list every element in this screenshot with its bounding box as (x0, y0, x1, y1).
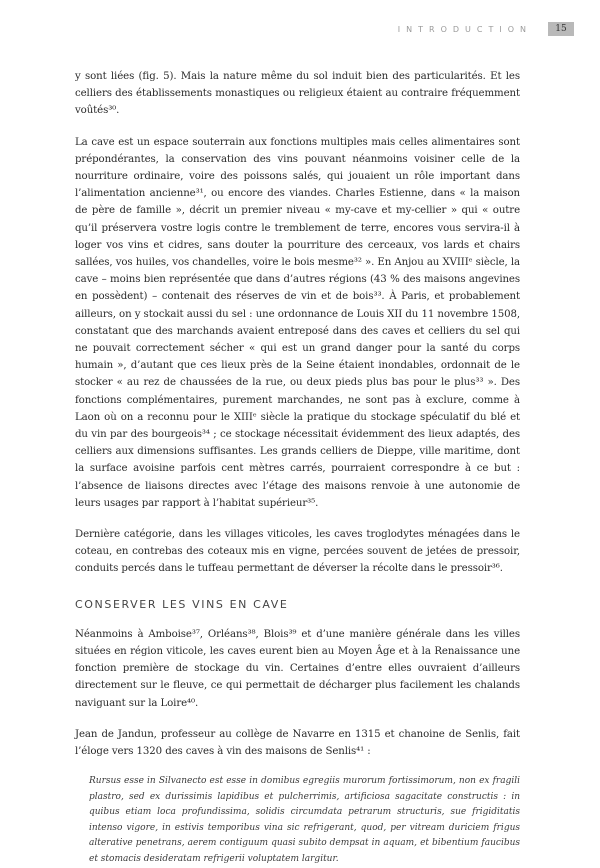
latin-quotation: Rursus esse in Silvanecto est esse in domibus egregiis murorum fortissimorum, non ex fragili plastro, sed ex durissimis lapidibus et pulcherrimis, artificiosa sagacitate constructis : in quibus etiam loca profundissima, solidis circumdata petrarum structuris, sue frigiditatis intenso vigore, in estivis temporibus vina sic refrigerant, quod, per vitream duriciem frigus alterative penetrans, aerem contiguum quasi subito dempsat in aquam, et bibentium faucibus et stomacis desideratam refrigerii voluptatem largitur. (89, 776, 520, 865)
section-heading: CONSERVER LES VINS EN CAVE (75, 597, 289, 611)
paragraph: La cave est un espace souterrain aux fonctions multiples mais celles alimentaires sont prépondérantes, la conservation des vins pouvant néanmoins voisiner celle de la nourriture ordinaire, voire des poissons salés, qui jouaient un rôle important dans l’alimentation ancienne³¹, ou encore des viandes. Charles Estienne, dans « la maison de père de famille », décrit un premier niveau « my-cave et my-cellier » qui « outre qu’il préservera vostre logis contre le tremblement de terre, encores vous servira-il à loger vos vins et cidres, sans douter la pourriture des cerceaux, vos lards et chairs sallées, vos huiles, vos chandelles, voire le bois mesme³² ». En Anjou au XVIIIᵉ siècle, la cave – moins bien représentée que dans d’autres régions (43 % des maisons angevines en possèdent) – contenait des réserves de vin et de bois³³. À Paris, et probablement ailleurs, on y stockait aussi du sel : une ordonnance de Louis XII du 11 novembre 1508, constatant que des marchands avaient entreposé dans des caves et celliers du sel qui ne pouvait correctement sécher « qui est un grand danger pour la santé du corps humain », d’autant que ces lieux près de la Seine étaient inondables, ordonnait de le stocker « au rez de chaussées de la rue, ou deux pieds plus bas pour le plus³³ ». Des fonctions complémentaires, purement marchandes, ne sont pas à exclure, comme à Laon où on a reconnu pour le XIIIᵉ siècle la pratique du stockage spéculatif du blé et du vin par des bourgeois³⁴ ; ce stockage nécessitait évidemment des lieux adaptés, des celliers aux dimensions suffisantes. Les grands celliers de Dieppe, ville maritime, dont la surface avoisine parfois cent mètres carrés, pourraient correspondre à ce but : l’absence de liaisons directes avec l’étage des maisons renvoie à une autonomie de leurs usages par rapport à l’habitat supérieur³⁵. (75, 136, 520, 509)
paragraph: Jean de Jandun, professeur au collège de Navarre en 1315 et chanoine de Senlis, fait l’éloge vers 1320 des caves à vin des maisons de Senlis⁴¹ : (75, 728, 520, 757)
paragraph: Néanmoins à Amboise³⁷, Orléans³⁸, Blois³⁹ et d’une manière générale dans les villes situées en région viticole, les caves eurent bien au Moyen Âge et à la Renaissance une fonction première de stockage du vin. Certaines d’entre elles ouvraient d’ailleurs directement sur le fleuve, ce qui permettait de décharger plus facilement les chalands naviguant sur la Loire⁴⁰. (75, 628, 520, 709)
paragraph: Dernière catégorie, dans les villages viticoles, les caves troglodytes ménagées dans le coteau, en contrebas des coteaux mis en vigne, percées souvent de jetées de pressoir, conduits percés dans le tuffeau permettant de déverser la récolte dans le pressoir³⁶. (75, 529, 520, 575)
page-body (75, 68, 520, 868)
running-header (398, 22, 574, 36)
page-number: 15 (548, 22, 574, 36)
paragraph: y sont liées (fig. 5). Mais la nature même du sol induit bien des particularités. Et les celliers des établissements monastiques ou religieux étaient au contraire fréquemment voûtés³⁰. (75, 71, 520, 117)
header-title: INTRODUCTION (397, 24, 532, 34)
